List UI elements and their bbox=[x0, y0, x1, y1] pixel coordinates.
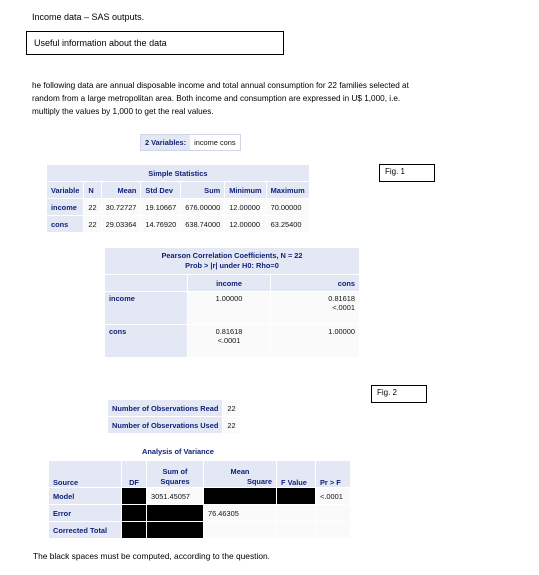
blank-cell bbox=[147, 522, 204, 539]
p-value: <.0001 bbox=[332, 303, 355, 312]
table-row bbox=[47, 216, 310, 233]
table-cell bbox=[271, 292, 360, 325]
row-header: Number of Observations Used bbox=[108, 417, 223, 434]
correlation-title bbox=[105, 248, 360, 275]
table-cell: 638.74000 bbox=[181, 216, 225, 233]
col-header: cons bbox=[271, 275, 360, 292]
blank-cell bbox=[204, 488, 277, 505]
table-cell: <.0001 bbox=[316, 488, 351, 505]
row-header: income bbox=[105, 292, 188, 325]
blank-cell bbox=[122, 488, 147, 505]
row-header: Model bbox=[49, 488, 122, 505]
fig-1-label: Fig. 1 bbox=[379, 164, 435, 182]
table-cell: 63.25400 bbox=[266, 216, 309, 233]
row-header: cons bbox=[47, 216, 84, 233]
table-cell bbox=[316, 522, 351, 539]
table-cell bbox=[204, 522, 277, 539]
simple-statistics-table bbox=[46, 164, 310, 233]
header-line: Mean bbox=[230, 467, 250, 476]
table-cell bbox=[277, 522, 316, 539]
table-cell: 22 bbox=[223, 417, 240, 434]
anova-title: Analysis of Variance bbox=[142, 447, 214, 456]
corr-value: 0.81618 bbox=[328, 294, 355, 303]
header-line: Square bbox=[246, 477, 272, 486]
table-cell: 676.00000 bbox=[181, 199, 225, 216]
document-title: Income data – SAS outputs. bbox=[32, 12, 145, 22]
description-paragraph bbox=[32, 79, 502, 118]
row-header: Number of Observations Read bbox=[108, 400, 223, 417]
simple-stats-title: Simple Statistics bbox=[47, 165, 310, 182]
table-cell bbox=[316, 505, 351, 522]
table-row bbox=[108, 417, 241, 434]
col-header: F Value bbox=[277, 461, 316, 488]
table-cell: 12.00000 bbox=[225, 216, 266, 233]
correlation-title-line: Pearson Correlation Coefficients, N = 22 bbox=[161, 251, 303, 260]
table-cell: 14.76920 bbox=[141, 216, 181, 233]
table-row bbox=[49, 522, 351, 539]
row-header: Corrected Total bbox=[49, 522, 122, 539]
col-header bbox=[204, 461, 277, 488]
col-header: Source bbox=[49, 461, 122, 488]
fig-2-label: Fig. 2 bbox=[371, 385, 427, 403]
col-header: N bbox=[84, 182, 101, 199]
col-header: income bbox=[188, 275, 271, 292]
col-header: Maximum bbox=[266, 182, 309, 199]
variables-value: income cons bbox=[190, 135, 240, 150]
row-header: income bbox=[47, 199, 84, 216]
table-cell: 29.03364 bbox=[101, 216, 141, 233]
blank-cell bbox=[122, 522, 147, 539]
table-cell: 3051.45057 bbox=[147, 488, 204, 505]
p-value: <.0001 bbox=[217, 336, 241, 345]
correlation-table bbox=[104, 247, 360, 358]
corr-value: 1.00000 bbox=[215, 294, 243, 303]
row-header: Error bbox=[49, 505, 122, 522]
col-header: DF bbox=[122, 461, 147, 488]
table-cell: 70.00000 bbox=[266, 199, 309, 216]
info-box: Useful information about the data bbox=[26, 31, 284, 55]
table-row bbox=[105, 292, 360, 325]
table-cell bbox=[188, 325, 271, 358]
table-row bbox=[47, 199, 310, 216]
paragraph-line: multiply the values by 1,000 to get the real values. bbox=[32, 107, 214, 116]
col-header: Mean bbox=[101, 182, 141, 199]
table-cell: 76.46305 bbox=[204, 505, 277, 522]
col-header bbox=[147, 461, 204, 488]
table-cell: 30.72727 bbox=[101, 199, 141, 216]
col-header: Variable bbox=[47, 182, 84, 199]
corr-value: 0.81618 bbox=[215, 327, 243, 336]
header-line: Squares bbox=[160, 477, 190, 486]
col-header: Sum bbox=[181, 182, 225, 199]
table-cell bbox=[271, 325, 360, 358]
table-row bbox=[105, 325, 360, 358]
paragraph-line: random from a large metropolitan area. Both income and consumption are expressed in U$ 1,000, i.e. bbox=[32, 94, 401, 103]
header-line: Sum of bbox=[162, 467, 188, 476]
footer-note: The black spaces must be computed, according to the question. bbox=[33, 551, 270, 561]
col-header: Std Dev bbox=[141, 182, 181, 199]
row-header: cons bbox=[105, 325, 188, 358]
table-cell: 22 bbox=[223, 400, 240, 417]
table-cell: 12.00000 bbox=[225, 199, 266, 216]
table-cell: 22 bbox=[84, 199, 101, 216]
corner-cell bbox=[105, 275, 188, 292]
variables-box bbox=[140, 134, 241, 151]
observations-table bbox=[107, 399, 241, 434]
table-cell: 19.10667 bbox=[141, 199, 181, 216]
table-row bbox=[49, 505, 351, 522]
table-cell: 22 bbox=[84, 216, 101, 233]
table-row bbox=[49, 488, 351, 505]
table-cell bbox=[277, 505, 316, 522]
blank-cell bbox=[277, 488, 316, 505]
corr-value: 1.00000 bbox=[328, 327, 355, 336]
col-header: Minimum bbox=[225, 182, 266, 199]
variables-label: 2 Variables: bbox=[141, 135, 190, 150]
table-row bbox=[108, 400, 241, 417]
correlation-title-line: Prob > |r| under H0: Rho=0 bbox=[185, 261, 279, 270]
blank-cell bbox=[122, 505, 147, 522]
paragraph-line: he following data are annual disposable income and total annual consumption for 22 families selected at bbox=[32, 81, 409, 90]
anova-table bbox=[48, 460, 351, 539]
table-cell bbox=[188, 292, 271, 325]
col-header: Pr > F bbox=[316, 461, 351, 488]
blank-cell bbox=[147, 505, 204, 522]
